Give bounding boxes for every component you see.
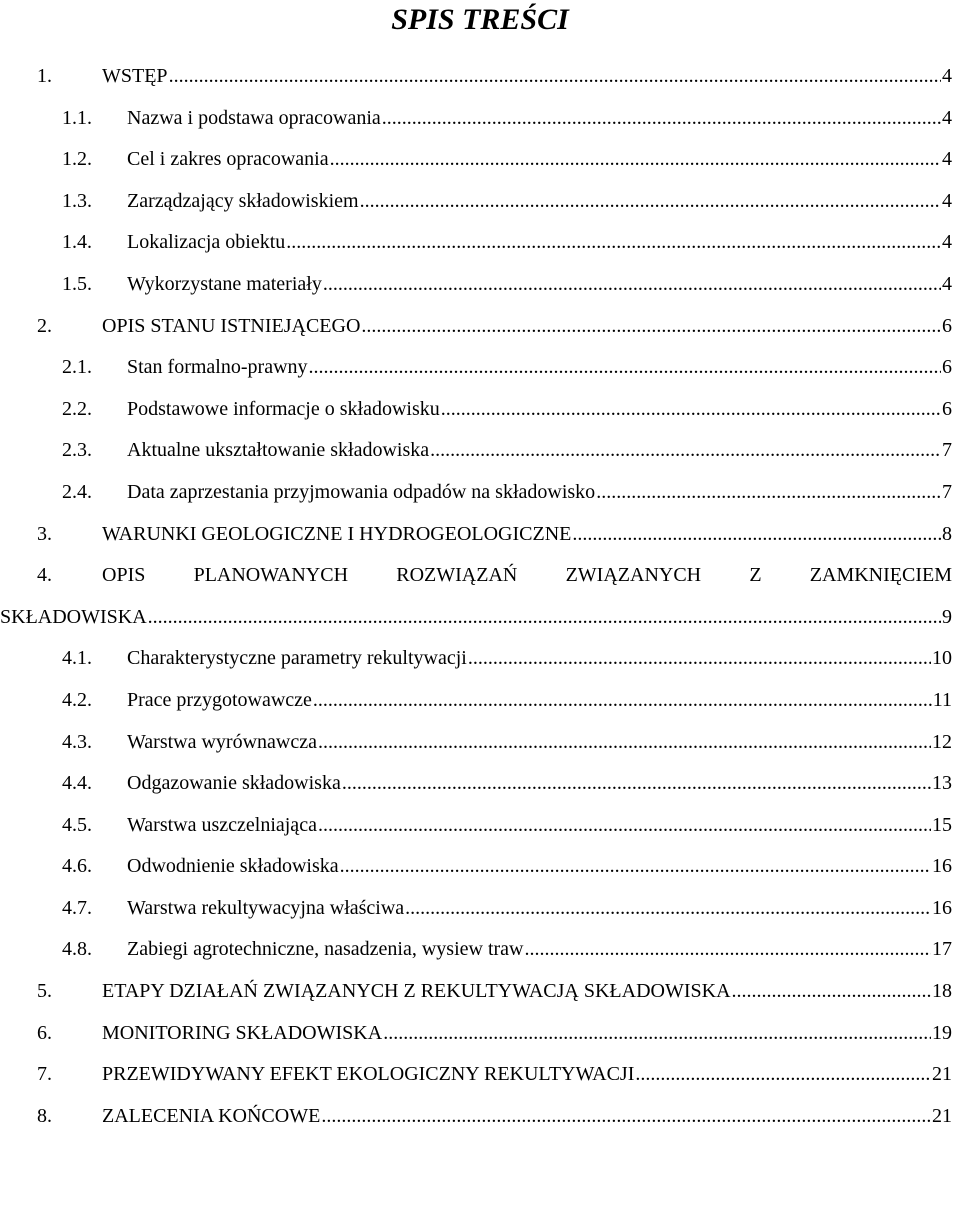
toc-entry-number: 4.6. — [62, 855, 92, 878]
dot-leader — [382, 98, 941, 140]
toc-entry-label: Warstwa uszczelniająca — [127, 813, 317, 836]
toc-entry[interactable] — [0, 347, 960, 389]
toc-entry-label: Nazwa i podstawa opracowania — [127, 106, 381, 129]
toc-entry-page: 4 — [942, 272, 952, 295]
toc-entry-number: 5. — [37, 980, 52, 1003]
toc-entry[interactable] — [0, 971, 960, 1013]
toc-entry[interactable] — [0, 555, 960, 597]
dot-leader — [383, 1013, 931, 1055]
toc-entry-number: 2.1. — [62, 356, 92, 379]
dot-leader — [468, 638, 931, 680]
toc-entry-label: ZALECENIA KOŃCOWE — [102, 1104, 321, 1127]
dot-leader — [430, 430, 941, 472]
dot-leader — [313, 680, 932, 722]
toc-entry-page: 4 — [942, 65, 952, 87]
toc-entry-number: 1.3. — [62, 189, 92, 212]
toc-entry-number: 8. — [37, 1104, 52, 1127]
toc-entry-number: 6. — [37, 1021, 52, 1044]
dot-leader — [361, 306, 941, 348]
toc-entry-page: 7 — [942, 480, 952, 503]
toc-entry-page: 16 — [932, 855, 952, 878]
toc-entry-number: 4.2. — [62, 688, 92, 711]
toc-entry-page: 13 — [932, 772, 952, 795]
toc-entry[interactable] — [0, 306, 960, 348]
toc-entry-page: 7 — [942, 439, 952, 462]
toc-entry-label: Warstwa rekultywacyjna właściwa — [127, 896, 405, 919]
toc-entry-label: OPIS PLANOWANYCH ROZWIĄZAŃ ZWIĄZANYCH Z ZAMKNIĘCIEM — [102, 564, 952, 587]
toc-entry[interactable] — [0, 929, 960, 971]
toc-entry-label: Cel i zakres opracowania — [127, 148, 329, 171]
toc-entry-page: 4 — [942, 106, 952, 129]
dot-leader — [321, 1096, 931, 1138]
toc-entry-number: 4.4. — [62, 772, 92, 795]
toc-entry-page: 9 — [942, 605, 952, 628]
toc-entry-number: 7. — [37, 1063, 52, 1086]
toc-entry[interactable] — [0, 846, 960, 888]
dot-leader — [635, 1054, 931, 1096]
toc-entry[interactable] — [0, 888, 960, 930]
toc-entry-label: Wykorzystane materiały — [127, 272, 322, 295]
toc-entry-label: Charakterystyczne parametry rekultywacji — [127, 647, 467, 670]
toc-entry-page: 6 — [942, 356, 952, 379]
toc-entry-number: 2.3. — [62, 439, 92, 462]
toc-entry-page: 4 — [942, 231, 952, 254]
table-of-contents — [0, 56, 960, 1137]
toc-entry-label: ETAPY DZIAŁAŃ ZWIĄZANYCH Z REKULTYWACJĄ SKŁADOWISKA — [102, 980, 731, 1003]
toc-entry[interactable] — [0, 98, 960, 140]
toc-entry-page: 19 — [932, 1021, 952, 1044]
toc-entry[interactable] — [0, 389, 960, 431]
toc-entry[interactable] — [0, 472, 960, 514]
toc-entry-number: 4.8. — [62, 938, 92, 961]
dot-leader — [330, 139, 941, 181]
dot-leader — [323, 264, 941, 306]
toc-entry-label: MONITORING SKŁADOWISKA — [102, 1021, 383, 1044]
toc-entry[interactable] — [0, 1096, 960, 1138]
toc-entry[interactable] — [0, 1054, 960, 1096]
toc-entry-page: 17 — [932, 938, 952, 961]
toc-entry[interactable] — [0, 264, 960, 306]
toc-entry-page: 11 — [932, 688, 952, 711]
toc-entry[interactable] — [0, 805, 960, 847]
toc-entry-number: 1. — [37, 65, 52, 87]
toc-entry-label: Warstwa wyrównawcza — [127, 730, 317, 753]
toc-entry-number: 2.4. — [62, 480, 92, 503]
toc-entry-page: 16 — [932, 896, 952, 919]
toc-entry-label: Odwodnienie składowiska — [127, 855, 339, 878]
toc-entry-page: 4 — [942, 148, 952, 171]
toc-entry-label-continued: SKŁADOWISKA — [0, 605, 147, 628]
dot-leader — [169, 56, 941, 98]
toc-entry-number: 1.2. — [62, 148, 92, 171]
toc-entry-label: Podstawowe informacje o składowisku — [127, 397, 440, 420]
dot-leader — [524, 929, 931, 971]
dot-leader — [732, 971, 931, 1013]
toc-entry-continuation[interactable] — [0, 597, 960, 639]
toc-entry-number: 4.1. — [62, 647, 92, 670]
dot-leader — [340, 846, 931, 888]
toc-entry[interactable] — [0, 181, 960, 223]
dot-leader — [360, 181, 941, 223]
toc-entry-label: Stan formalno-prawny — [127, 356, 308, 379]
toc-entry-label: OPIS STANU ISTNIEJĄCEGO — [102, 314, 361, 337]
toc-entry-page: 8 — [942, 522, 952, 545]
toc-entry-page: 10 — [932, 647, 952, 670]
toc-entry-label: WARUNKI GEOLOGICZNE I HYDROGEOLOGICZNE — [102, 522, 572, 545]
toc-entry-number: 2.2. — [62, 397, 92, 420]
toc-entry[interactable] — [0, 638, 960, 680]
dot-leader — [148, 597, 941, 639]
toc-entry-number: 4. — [37, 564, 52, 587]
toc-entry[interactable] — [0, 430, 960, 472]
toc-entry-page: 21 — [932, 1063, 952, 1086]
toc-entry-label: Zabiegi agrotechniczne, nasadzenia, wysiew traw — [127, 938, 524, 961]
dot-leader — [342, 763, 931, 805]
toc-entry-number: 4.5. — [62, 813, 92, 836]
toc-entry-page: 18 — [932, 980, 952, 1003]
toc-entry-page: 21 — [932, 1104, 952, 1127]
toc-entry-number: 1.1. — [62, 106, 92, 129]
toc-entry-label: Zarządzający składowiskiem — [127, 189, 359, 212]
dot-leader — [572, 514, 941, 556]
toc-entry-label: Prace przygotowawcze — [127, 688, 312, 711]
dot-leader — [309, 347, 941, 389]
toc-entry-label: WSTĘP — [102, 65, 168, 87]
toc-entry[interactable] — [0, 222, 960, 264]
toc-entry-number: 2. — [37, 314, 52, 337]
toc-entry-label: Data zaprzestania przyjmowania odpadów na składowisko — [127, 480, 596, 503]
toc-entry-label: Lokalizacja obiektu — [127, 231, 286, 254]
toc-entry[interactable] — [0, 763, 960, 805]
toc-entry[interactable] — [0, 514, 960, 556]
toc-entry[interactable] — [0, 680, 960, 722]
toc-entry-label: PRZEWIDYWANY EFEKT EKOLOGICZNY REKULTYWACJI — [102, 1063, 635, 1086]
toc-entry-page: 4 — [942, 189, 952, 212]
toc-entry-number: 1.4. — [62, 231, 92, 254]
dot-leader — [318, 805, 931, 847]
toc-entry-number: 4.3. — [62, 730, 92, 753]
dot-leader — [441, 389, 941, 431]
toc-entry[interactable] — [0, 1013, 960, 1055]
toc-entry[interactable] — [0, 139, 960, 181]
toc-entry-page: 12 — [932, 730, 952, 753]
toc-entry[interactable] — [0, 722, 960, 764]
dot-leader — [405, 888, 931, 930]
toc-entry-number: 1.5. — [62, 272, 92, 295]
toc-entry-page: 6 — [942, 397, 952, 420]
page-title: SPIS TREŚCI — [391, 3, 569, 36]
toc-entry-label: Aktualne ukształtowanie składowiska — [127, 439, 430, 462]
toc-entry-page: 15 — [932, 813, 952, 836]
dot-leader — [286, 222, 941, 264]
toc-entry[interactable] — [0, 56, 960, 98]
toc-entry-number: 3. — [37, 522, 52, 545]
dot-leader — [596, 472, 941, 514]
dot-leader — [318, 722, 931, 764]
toc-entry-number: 4.7. — [62, 896, 92, 919]
toc-entry-page: 6 — [942, 314, 952, 337]
toc-entry-label: Odgazowanie składowiska — [127, 772, 341, 795]
